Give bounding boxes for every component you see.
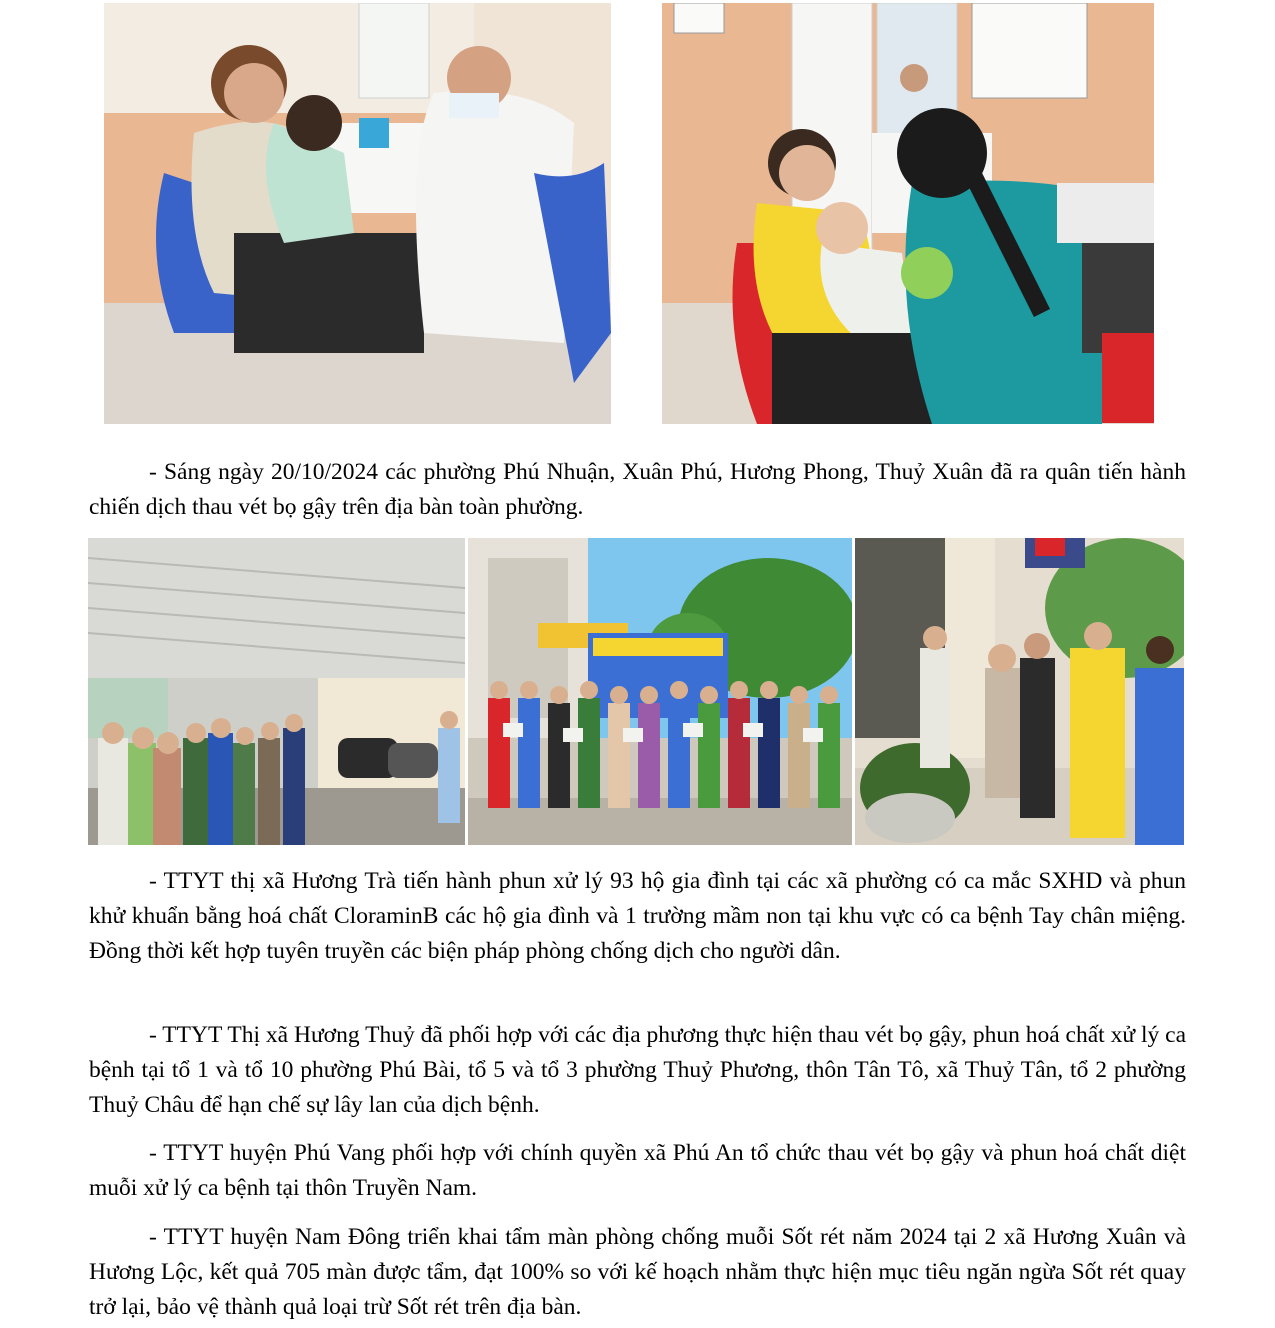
photo-community-gathering: [88, 538, 465, 845]
photo-larvae-inspection: [855, 538, 1184, 845]
photo-group-banner: [468, 538, 852, 845]
paragraph-huong-tra: - TTYT thị xã Hương Trà tiến hành phun xử lý 93 hộ gia đình tại các xã phường có ca mắc SXHD và phun khử khuẩn bằng hoá chất CloraminB các hộ gia đình và 1 trường mầm non tại khu vực có ca bệnh Tay chân miệng. Đồng thời kết hợp tuyên truyền các biện pháp phòng chống dịch cho người dân.: [89, 868, 1186, 964]
paragraph-huong-thuy: - TTYT Thị xã Hương Thuỷ đã phối hợp với các địa phương thực hiện thau vét bọ gậy, phun hoá chất xử lý ca bệnh tại tổ 1 và tổ 10 phường Phú Bài, tổ 5 và tổ 3 phường Thuỷ Phương, thôn Tân Tô, xã Thuỷ Tân, tổ 2 phường Thuỷ Châu để hạn chế sự lây lan của dịch bệnh.: [89, 1022, 1186, 1118]
photo-vaccination: [662, 3, 1154, 424]
photo-collage: [88, 538, 1184, 845]
paragraph-phu-vang: - TTYT huyện Phú Vang phối hợp với chính quyền xã Phú An tổ chức thau vét bọ gậy và phun hoá chất diệt muỗi xử lý ca bệnh tại thôn Truyền Nam.: [89, 1140, 1186, 1201]
paragraph-nam-dong: - TTYT huyện Nam Đông triển khai tẩm màn phòng chống muỗi Sốt rét năm 2024 tại 2 xã Hương Xuân và Hương Lộc, kết quả 705 màn được tẩm, đạt 100% so với kế hoạch nhằm thực hiện mục tiêu ngăn ngừa Sốt rét quay trở lại, bảo vệ thành quả loại trừ Sốt rét trên địa bàn.: [89, 1224, 1186, 1320]
paragraph-phu-nhuan-campaign: - Sáng ngày 20/10/2024 các phường Phú Nhuận, Xuân Phú, Hương Phong, Thuỷ Xuân đã ra quân tiến hành chiến dịch thau vét bọ gậy trên địa bàn toàn phường.: [89, 459, 1186, 520]
photo-clinic-consultation: [104, 3, 611, 424]
